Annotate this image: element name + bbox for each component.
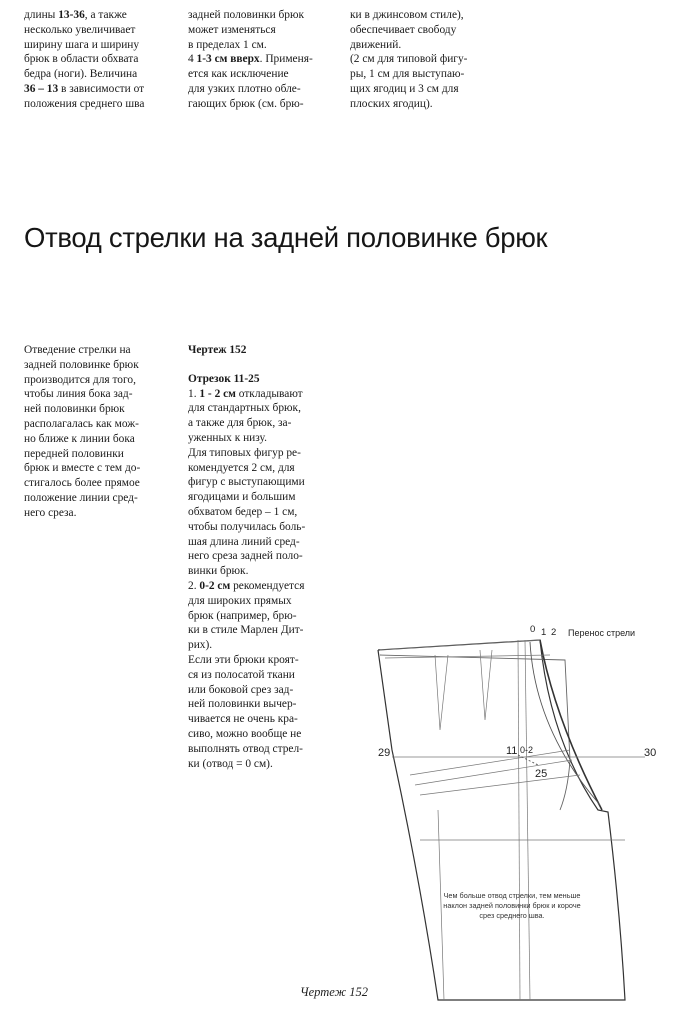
text-line: него среза задней поло- bbox=[188, 550, 303, 563]
text-line: ры, 1 см для выступаю- bbox=[350, 68, 465, 81]
text-line: откладывают bbox=[235, 387, 303, 400]
point-label-2: 2 bbox=[551, 627, 557, 638]
intro-column bbox=[24, 343, 164, 521]
text-line: плоских ягодиц). bbox=[350, 97, 433, 110]
bold-term: 0-2 см bbox=[199, 579, 231, 592]
text-line: ширину шага и ширину bbox=[24, 38, 140, 51]
segment-heading: Отрезок 11-25 bbox=[188, 372, 260, 385]
front-outline bbox=[380, 655, 570, 810]
text-line: а также для брюк, за- bbox=[188, 417, 292, 430]
section-title: Отвод стрелки на задней половинке брюк bbox=[24, 222, 548, 253]
text-line: обхватом бедер – 1 см, bbox=[188, 505, 298, 518]
text-line: стигалось более прямое bbox=[24, 477, 140, 490]
text-line: . Применя- bbox=[259, 53, 313, 66]
back-outline bbox=[378, 640, 625, 1000]
point-label-29: 29 bbox=[378, 747, 391, 759]
text-line: Для типовых фигур ре- bbox=[188, 446, 301, 459]
text-line: (2 см для типовой фигу- bbox=[350, 53, 468, 66]
text-line: ется как исключение bbox=[188, 68, 289, 81]
shift-range-label: 0-2 bbox=[520, 745, 534, 755]
text-line: ки в стиле Марлен Дит- bbox=[188, 624, 304, 637]
text-line: чивается не очень кра- bbox=[188, 713, 298, 726]
body-column bbox=[188, 343, 331, 771]
text-line: шая длина линий сред- bbox=[188, 535, 300, 548]
top-column-2 bbox=[188, 8, 331, 112]
text-line: рекомендуется bbox=[230, 579, 305, 592]
text-line: движений. bbox=[350, 38, 402, 51]
text-line: длины bbox=[24, 9, 56, 21]
text-line: 4 bbox=[188, 53, 197, 66]
text-line: чтобы линия бока зад- bbox=[24, 388, 133, 401]
pattern-drawing bbox=[340, 600, 676, 1010]
note-line: срез среднего шва. bbox=[479, 911, 545, 920]
text-line: положения среднего шва bbox=[24, 97, 145, 110]
text-line: брюк и вместе с тем до- bbox=[24, 462, 141, 475]
text-line: щих ягодиц и 3 см для bbox=[350, 82, 459, 95]
note-line: наклон задней половинки брюк и короче bbox=[443, 901, 581, 910]
point-label-1: 1 bbox=[541, 627, 547, 638]
text-line: располагалась как мож- bbox=[24, 417, 139, 430]
text-line: обеспечивает свободу bbox=[350, 23, 457, 36]
text-line: гающих брюк (см. брю- bbox=[188, 97, 304, 110]
text-line: него среза. bbox=[24, 506, 77, 519]
bold-term: 13-36 bbox=[58, 9, 85, 21]
text-line: фигур с выступающими bbox=[188, 476, 305, 489]
text-line: ней половинки вычер- bbox=[188, 698, 297, 711]
point-label-0: 0 bbox=[530, 624, 536, 635]
top-column-1 bbox=[24, 8, 164, 112]
text-line: брюк (например, брю- bbox=[188, 609, 297, 622]
text-line: передней половинки bbox=[24, 447, 124, 460]
text-line: ки в джинсовом стиле), bbox=[350, 9, 464, 21]
text-line: в зависимости от bbox=[58, 82, 145, 95]
text-line: задней половинки брюк bbox=[188, 9, 305, 21]
figure-caption: Чертеж 152 bbox=[300, 985, 369, 999]
text-line: в пределах 1 см. bbox=[188, 38, 267, 51]
list-number: 2. bbox=[188, 579, 200, 592]
text-line: ки (отвод = 0 см). bbox=[188, 757, 273, 770]
text-line: для узких плотно обле- bbox=[188, 82, 301, 95]
note-line: Чем больше отвод стрелки, тем меньше bbox=[443, 891, 581, 900]
text-line: ягодицами и большим bbox=[188, 491, 296, 504]
text-line: винки брюк. bbox=[188, 565, 249, 578]
text-line: комендуется 2 см, для bbox=[188, 461, 295, 474]
text-line: сиво, можно вообще не bbox=[188, 727, 302, 740]
point-label-25: 25 bbox=[535, 768, 548, 780]
text-line: чтобы получилась боль- bbox=[188, 520, 306, 533]
text-line: Отведение стрелки на bbox=[24, 344, 131, 356]
text-line: уженных к низу. bbox=[188, 431, 267, 444]
text-line: положение линии сред- bbox=[24, 491, 138, 504]
list-number: 1. bbox=[188, 387, 200, 400]
text-line: может изменяться bbox=[188, 23, 276, 36]
text-line: ней половинки брюк bbox=[24, 403, 125, 416]
bold-term: 1 - 2 см bbox=[199, 387, 236, 400]
text-line: бедра (ноги). Величина bbox=[24, 68, 138, 81]
top-column-3 bbox=[350, 8, 495, 112]
bold-term: 1-3 см вверх bbox=[196, 53, 260, 66]
text-line: задней половинке брюк bbox=[24, 358, 139, 371]
text-line: ся из полосатой ткани bbox=[188, 668, 295, 681]
text-line: , а также bbox=[84, 9, 127, 21]
figure-ref-heading: Чертеж 152 bbox=[188, 344, 247, 356]
bold-term: 36 – 13 bbox=[24, 82, 59, 95]
text-line: выполнять отвод стрел- bbox=[188, 742, 303, 755]
text-line: несколько увеличивает bbox=[24, 23, 136, 36]
text-line: или боковой срез зад- bbox=[188, 683, 294, 696]
text-line: рих). bbox=[188, 639, 213, 652]
text-line: производится для того, bbox=[24, 373, 136, 386]
text-line: брюк в области обхвата bbox=[24, 53, 139, 66]
point-label-30: 30 bbox=[644, 747, 657, 759]
text-line: для широких прямых bbox=[188, 594, 292, 607]
transfer-label: Перенос стрели bbox=[568, 628, 636, 638]
text-line: но ближе к линии бока bbox=[24, 432, 135, 445]
text-line: для стандартных брюк, bbox=[188, 402, 301, 415]
point-label-11: 11 bbox=[506, 745, 518, 757]
text-line: Если эти брюки кроят- bbox=[188, 653, 299, 666]
